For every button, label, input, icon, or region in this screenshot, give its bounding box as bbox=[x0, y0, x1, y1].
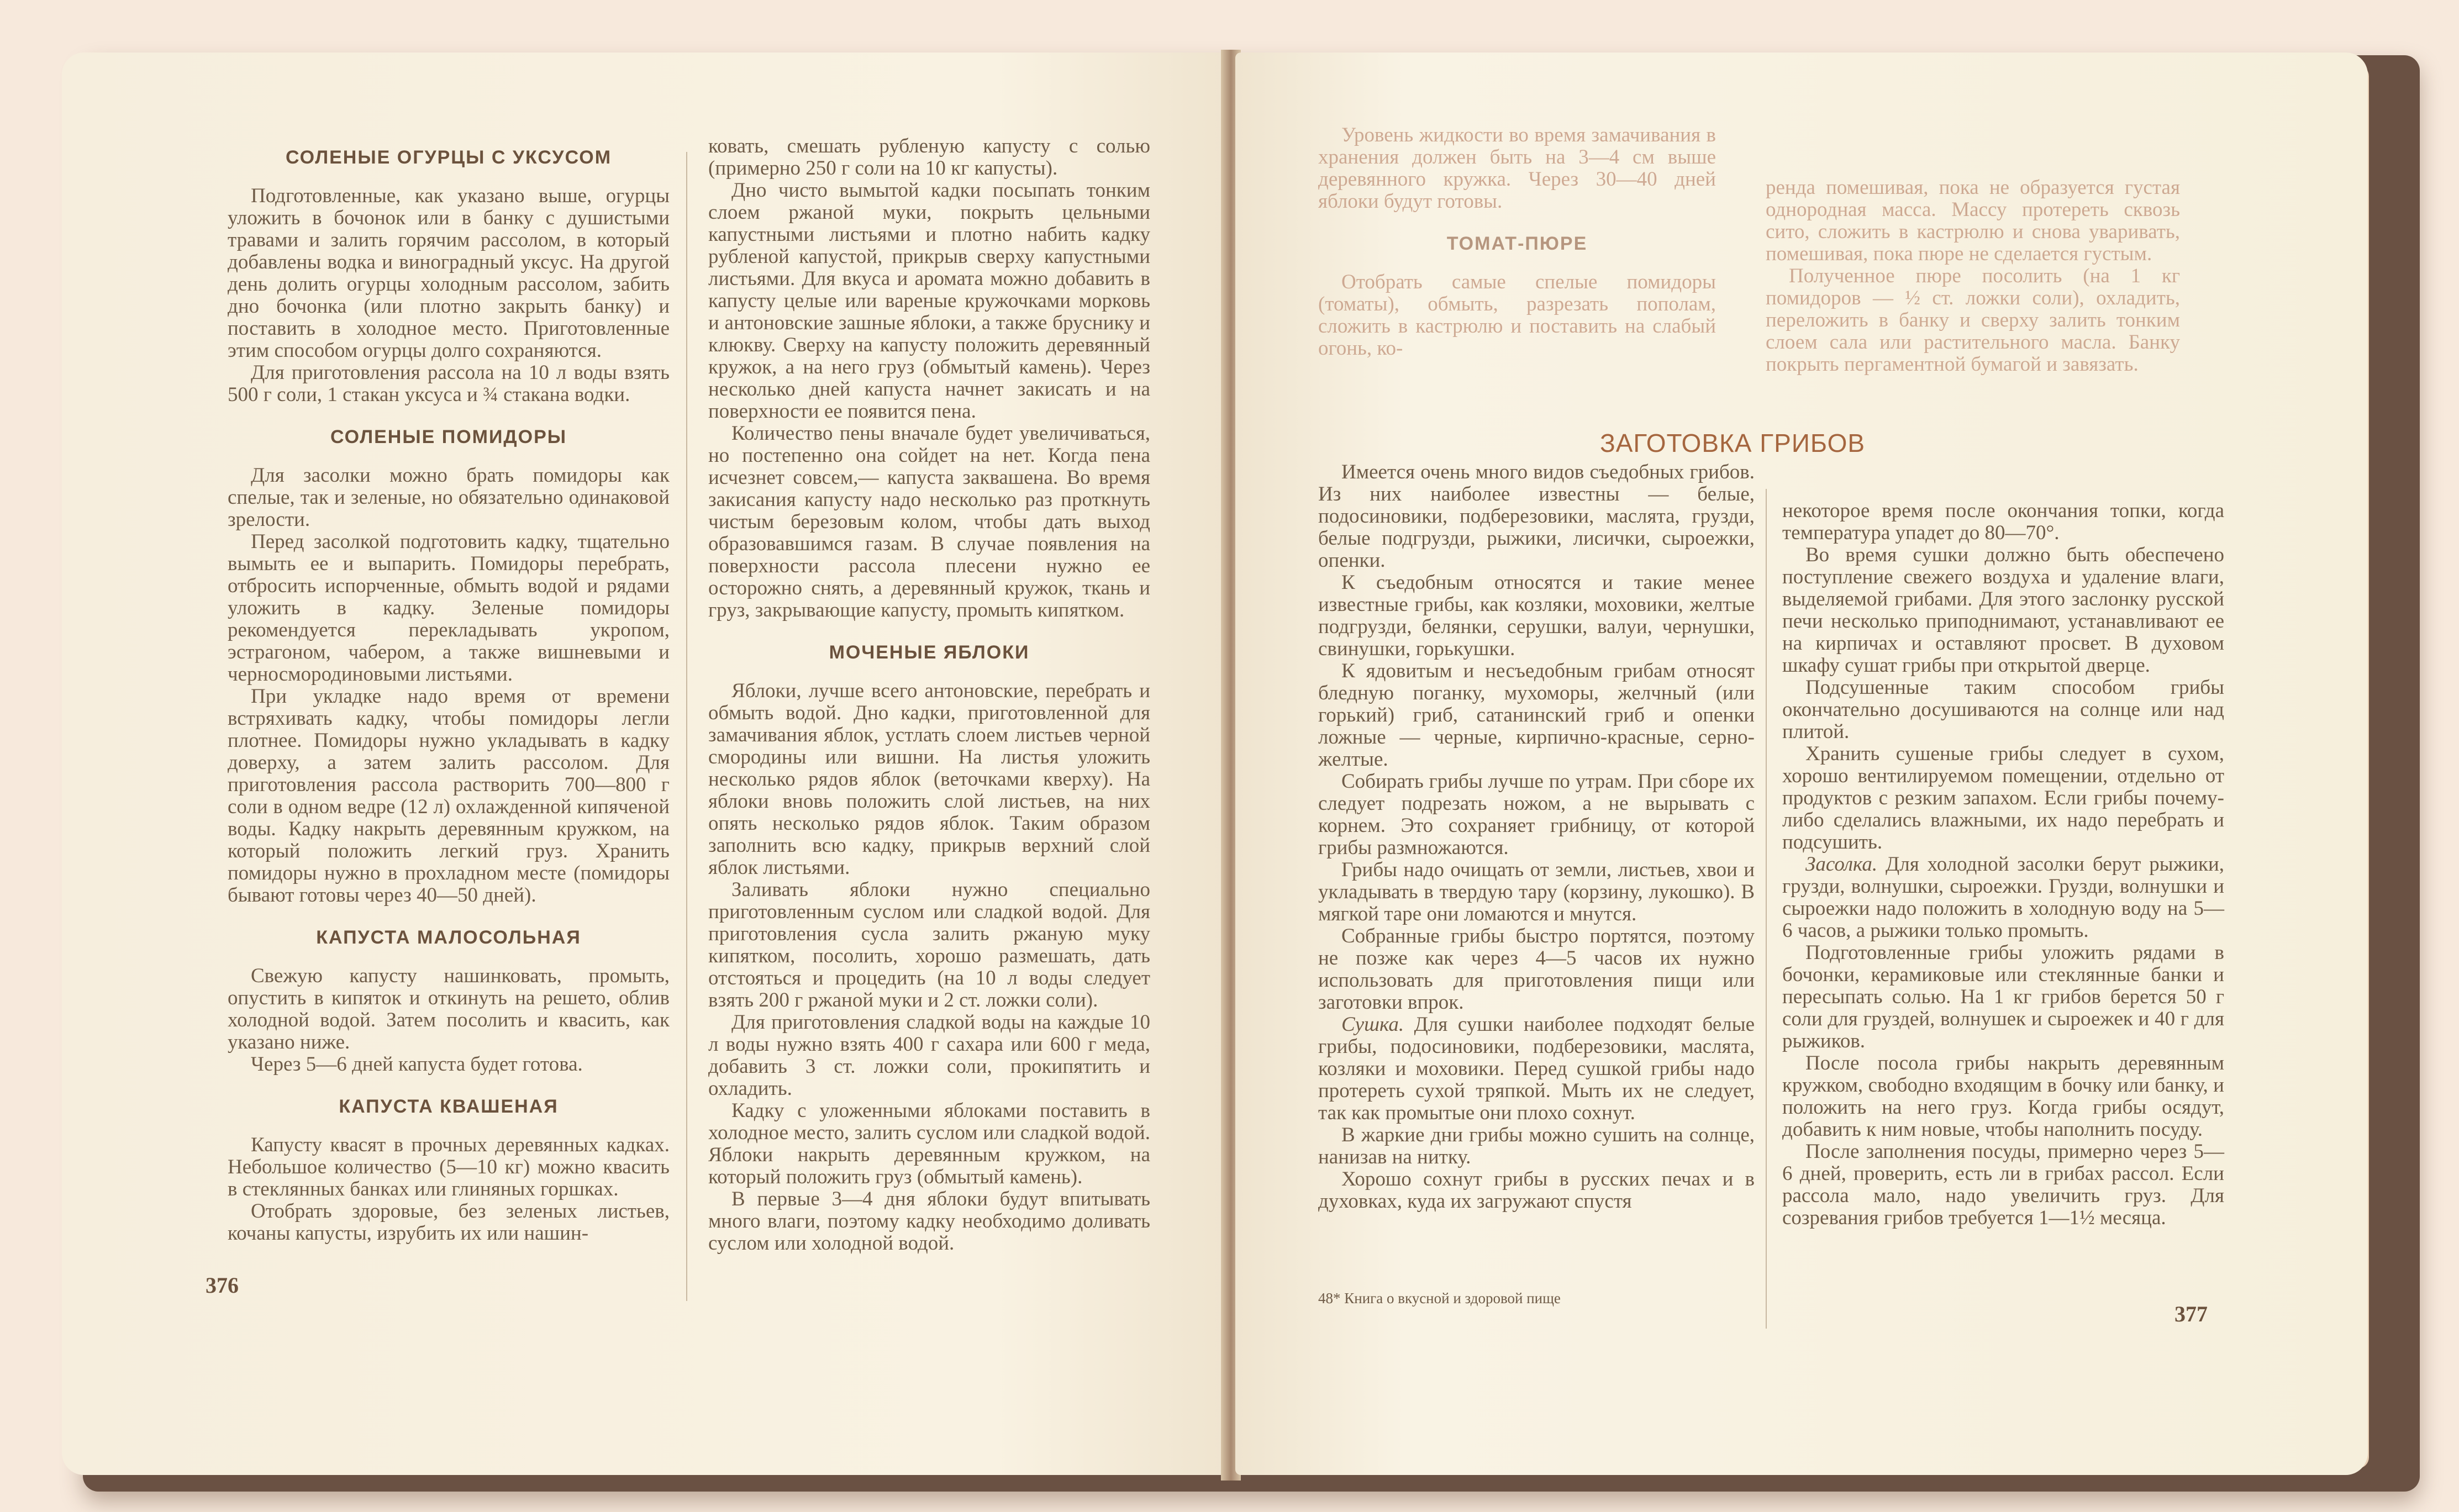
paragraph: Подготовленные, как указано выше, огурцы уложить в бочонок или в банку с душистыми травами и залить горячим рассолом, в который добавлены водка и виноградный уксус. На другой день долить огурцы холодным рассолом, забить дно бочонка (или плотно закрыть банку) и поставить в холодное место. Приготовленные этим способом огурцы долго сохраняются. bbox=[228, 185, 670, 362]
section-title: ТОМАТ-ПЮРЕ bbox=[1446, 233, 1588, 254]
paragraph: Для приготовления рассола на 10 л воды взять 500 г соли, 1 стакан уксуса и ¾ стакана водки. bbox=[228, 361, 670, 406]
paragraph: Грибы надо очищать от земли, листьев, хвои и укладывать в твердую тару (корзину, лукошко). В мягкой таре они ломаются и мнутся. bbox=[1318, 858, 1755, 925]
paragraph: В первые 3—4 дня яблоки будут впитывать много влаги, поэтому кадку необходимо доливать суслом или холодной водой. bbox=[708, 1188, 1150, 1255]
paragraph: Имеется очень много видов съедобных грибов. Из них наиболее известны — белые, подосиновики, подберезовики, маслята, грузди, белые подгрузди, рыжики, лисички, сыроежки, опенки. bbox=[1318, 461, 1755, 572]
page-number: 376 bbox=[206, 1273, 239, 1298]
column-divider bbox=[686, 152, 687, 1301]
paragraph: Отобрать здоровые, без зеленых листьев, кочаны капусты, изрубить их или нашин- bbox=[228, 1200, 670, 1245]
left-column-1 bbox=[228, 146, 670, 1245]
section-title: КАПУСТА КВАШЕНАЯ bbox=[339, 1096, 559, 1117]
paragraph: При укладке надо время от времени встряхивать кадку, чтобы помидоры легли плотнее. Помидоры нужно укладывать в кадку доверху, а затем залить рассолом. Для приготовления рассола растворить 700—800 г соли в одном ведре (12 л) охлажденной кипяченой воды. Кадку накрыть деревянным кружком, на который положить легкий груз. Хранить помидоры нужно в прохладном месте (помидоры бывают готовы через 40—50 дней). bbox=[228, 685, 670, 907]
paragraph: Собранные грибы быстро портятся, поэтому не позже как через 4—5 часов их нужно использовать для приготовления пищи или заготовки впрок. bbox=[1318, 925, 1755, 1014]
paragraph: Подсушенные таким способом грибы окончательно досушиваются на солнце или над плитой. bbox=[1782, 676, 2224, 743]
paragraph: После заполнения посуды, примерно через 5—6 дней, проверить, есть ли в грибах рассол. Если рассола мало, надо увеличить груз. Для созревания грибов требуется 1—1½ месяца. bbox=[1782, 1140, 2224, 1229]
paragraph: В жаркие дни грибы можно сушить на солнце, нанизав на нитку. bbox=[1318, 1124, 1755, 1168]
paragraph: После посола грибы накрыть деревянным кружком, свободно входящим в бочку или банку, и положить на него груз. Когда грибы осядут, добавить к ним новые, чтобы наполнить посуду. bbox=[1782, 1052, 2224, 1141]
section-main-title: ЗАГОТОВКА ГРИБОВ bbox=[1599, 429, 1866, 457]
page-number: 377 bbox=[2174, 1302, 2208, 1326]
right-top-column-1 bbox=[1318, 124, 1716, 360]
left-column-2 bbox=[708, 135, 1150, 1255]
paragraph: Количество пены вначале будет увеличиваться, но постепенно она сойдет на нет. Когда пена исчезнет совсем,— капуста заквашена. Во время закисания капусту надо несколько раз проткнуть чистым березовым колом, чтобы дать выход образовавшимся газам. В случае появления на поверхности рассола плесени нужно ее осторожно снять, а деревянный кружок, ткань и груз, закрывающие капусту, промыть кипятком. bbox=[708, 422, 1150, 621]
paragraph: некоторое время после окончания топки, когда температура упадет до 80—70°. bbox=[1782, 499, 2224, 544]
section-title: СОЛЕНЫЕ ПОМИДОРЫ bbox=[330, 426, 567, 447]
paragraph: Перед засолкой подготовить кадку, тщательно вымыть ее и выпарить. Помидоры перебрать, отбросить испорченные, обмыть водой и рядами уложить в кадку. Зеленые помидоры рекомендуется перекладывать укропом, эстрагоном, чабером, а также вишневыми и черносмородиновыми листьями. bbox=[228, 530, 670, 686]
footer-signature: 48* Книга о вкусной и здоровой пище bbox=[1318, 1290, 1561, 1306]
right-column-2 bbox=[1782, 500, 2224, 1229]
paragraph: ковать, смешать рубленую капусту с солью (примерно 250 г соли на 10 кг капусты). bbox=[708, 135, 1150, 180]
paragraph: Кадку с уложенными яблоками поставить в холодное место, залить суслом или сладкой водой. Яблоки накрыть деревянным кружком, на который положить груз (обмытый камень). bbox=[708, 1099, 1150, 1188]
paragraph: Собирать грибы лучше по утрам. При сборе их следует подрезать ножом, а не вырывать с корнем. Это сохраняет грибницу, от которой грибы размножаются. bbox=[1318, 770, 1755, 859]
paragraph: ренда помешивая, пока не образуется густая однородная масса. Массу протереть сквозь сито, сложить в кастрюлю и снова уваривать, помешивая, пока пюре не сделается густым. bbox=[1766, 176, 2180, 265]
section-title: СОЛЕНЫЕ ОГУРЦЫ С УКСУСОМ bbox=[285, 147, 612, 168]
right-page bbox=[1235, 52, 2368, 1475]
paragraph: Отобрать самые спелые помидоры (томаты), обмыть, разрезать пополам, сложить в кастрюлю и поставить на слабый огонь, ко- bbox=[1318, 271, 1716, 360]
paragraph: Для приготовления сладкой воды на каждые 10 л воды нужно взять 400 г сахара или 600 г меда, добавить 3 ст. ложки соли, прокипятить и охладить. bbox=[708, 1011, 1150, 1100]
paragraph: Через 5—6 дней капуста будет готова. bbox=[251, 1053, 583, 1076]
paragraph-text: Для сушки наиболее подходят белые грибы, подосиновики, подберезовики, маслята, козляки и моховики. Перед сушкой грибы надо протереть сухой тряпкой. Мыть их не следует, так как промытые они плохо сохнут. bbox=[1318, 1013, 1755, 1124]
paragraph: Свежую капусту нашинковать, промыть, опустить в кипяток и откинуть на решето, облив холодной водой. Затем посолить и квасить, как указано ниже. bbox=[228, 965, 670, 1053]
paragraph: Для засолки можно брать помидоры как спелые, так и зеленые, но обязательно одинаковой зрелости. bbox=[228, 464, 670, 531]
paragraph bbox=[1782, 854, 2224, 942]
paragraph: Дно чисто вымытой кадки посыпать тонким слоем ржаной муки, покрыть цельными капустными листьями и плотно набить кадку рубленой капустой, прикрыв сверху капустными листьями. Для вкуса и аромата можно добавить в капусту целые или вареные кружочками морковь и антоновские зашные яблоки, а также бруснику и клюкву. Сверху на капусту положить деревянный кружок, а на него груз (обмытый камень). Через несколько дней капуста начнет закисать и на поверхности ее появится пена. bbox=[708, 179, 1150, 423]
paragraph: К ядовитым и несъедобным грибам относят бледную поганку, мухоморы, желчный (или горький) гриб, сатанинский гриб и опенки ложные — черные, кирпично-красные, серно-желтые. bbox=[1318, 660, 1755, 771]
paragraph: К съедобным относятся и такие менее известные грибы, как козляки, моховики, желтые подгрузди, белянки, серушки, валуи, чернушки, свинушки, горькушки. bbox=[1318, 571, 1755, 660]
italic-label: Засолка. bbox=[1805, 853, 1878, 876]
column-divider bbox=[1766, 489, 1767, 1329]
right-column-1 bbox=[1318, 461, 1755, 1213]
left-page bbox=[62, 52, 1226, 1475]
paragraph: Полученное пюре посолить (на 1 кг помидоров — ½ ст. ложки соли), охладить, переложить в банку и сверху залить тонким слоем сала или растительного масла. Банку покрыть пергаментной бумагой и завязать. bbox=[1766, 265, 2180, 376]
paragraph: Заливать яблоки нужно специально приготовленным суслом или сладкой водой. Для приготовления сусла залить ржаную муку кипятком, посолить, хорошо размешать, дать отстояться и процедить (на 10 л воды следует взять 200 г ржаной муки и 2 ст. ложки соли). bbox=[708, 878, 1150, 1011]
paragraph: Уровень жидкости во время замачивания в хранения должен быть на 3—4 см выше деревянного кружка. Через 30—40 дней яблоки будут готовы. bbox=[1318, 124, 1716, 213]
paragraph bbox=[1318, 1014, 1755, 1124]
paragraph: Хранить сушеные грибы следует в сухом, хорошо вентилируемом помещении, отдельно от продуктов с резким запахом. Если грибы почему-либо сделались влажными, их надо перебрать и подсушить. bbox=[1782, 742, 2224, 854]
section-title: КАПУСТА МАЛОСОЛЬНАЯ bbox=[316, 927, 581, 948]
paragraph: Во время сушки должно быть обеспечено поступление свежего воздуха и удаление влаги, выделяемой грибами. Для этого заслонку русской печи несколько приподнимают, устанавливают ее на кирпичах и оставляют просвет. В духовом шкафу сушат грибы при открытой дверце. bbox=[1782, 544, 2224, 677]
paragraph-text: Для холодной засолки берут рыжики, грузди, волнушки, сыроежки. Грузди, волнушки и сыроежки надо положить в холодную воду на 5—6 часов, а рыжики только промыть. bbox=[1782, 853, 2224, 942]
paragraph: Яблоки, лучше всего антоновские, перебрать и обмыть водой. Дно кадки, приготовленной для замачивания яблок, устлать слоем листьев черной смородины или вишни. На листья уложить несколько рядов яблок (веточками кверху). На яблоки вновь положить слой листьев, на них опять несколько рядов яблок. Таким образом заполнить всю кадку, прикрыв верхний слой яблок листьями. bbox=[708, 679, 1150, 879]
right-top-column-2 bbox=[1766, 177, 2180, 376]
paragraph: Хорошо сохнут грибы в русских печах и в духовках, куда их загружают спустя bbox=[1318, 1168, 1755, 1213]
italic-label: Сушка. bbox=[1341, 1013, 1404, 1036]
section-title: МОЧЕНЫЕ ЯБЛОКИ bbox=[829, 642, 1030, 663]
paragraph: Капусту квасят в прочных деревянных кадках. Небольшое количество (5—10 кг) можно квасить в стеклянных банках или глиняных горшках. bbox=[228, 1134, 670, 1200]
paragraph: Подготовленные грибы уложить рядами в бочонки, керамиковые или стеклянные банки и пересыпать солью. На 1 кг грибов берется 50 г соли для груздей, волнушек и сыроежек и 40 г для рыжиков. bbox=[1782, 941, 2224, 1052]
